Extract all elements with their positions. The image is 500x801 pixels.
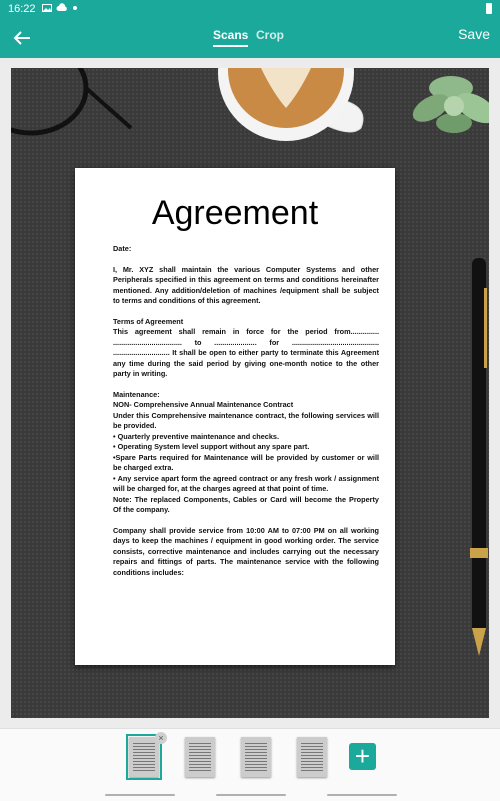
thumbnail-lines [189,743,211,773]
status-bar [0,0,500,18]
document-body [113,244,379,588]
page-thumbnail-1[interactable] [129,737,159,777]
scan-preview-area [0,58,500,728]
coffee-cup-image [211,68,381,148]
glasses-image [11,68,171,148]
image-icon [42,3,52,13]
page-thumbnail-4[interactable] [297,737,327,777]
add-page-button[interactable]: + [349,743,376,770]
page-thumbnail-bar [0,728,500,801]
page-thumbnail-3[interactable] [241,737,271,777]
cloud-icon [56,3,68,13]
dot-icon [72,3,78,13]
document-paragraph-intro: I, Mr. XYZ shall maintain the various Computer Systems and other Peripherals specified in this agreement on terms and conditions hereinafter mentioned. Any addition/deletion of machines /equipment shall be subject to terms and conditions of this agreement. [113,264,379,305]
status-time: 16:22 [8,3,36,15]
nav-indicator [327,794,397,796]
document-title: Agreement [151,194,319,232]
document-paragraph-date: Date: [113,244,132,253]
thumbnail-lines [133,743,155,773]
page-thumbnail-2[interactable] [185,737,215,777]
remove-page-icon[interactable]: × [155,732,167,744]
nav-indicator [216,794,286,796]
scanned-document [75,168,395,665]
thumbnail-lines [245,743,267,773]
scanned-photo [11,68,489,718]
nav-indicator [105,794,175,796]
save-button[interactable]: Save [458,26,490,42]
battery-icon [486,3,492,14]
app-bar [0,18,500,58]
tab-scans[interactable]: Scans [213,28,249,42]
arrow-left-icon[interactable] [8,24,36,52]
document-paragraph-maintenance: Maintenance: NON- Comprehensive Annual Maintenance Contract Under this Comprehensive maintenance contract, the following services will be provided. • Quarterly preventive maintenance and checks. • Operating System level support without any spare part. •Spare Parts required for Maintenance will be provided by customer or will be charged extra. • Any service apart form the agreed contract or any fresh work / assignment will be charged for, at the charges agreed at that point of time. Note: The replaced Components, Cables or Card will become the Property Of the company. [113,389,379,514]
pen-image [464,258,489,658]
plant-image [406,68,489,158]
document-paragraph-service: Company shall provide service from 10:00 AM to 07:00 PM on all working days to keep the machines / equipment in good working order. The service consists, corrective maintenance and includes carrying out the necessary repairs and fittings of parts. The maintenance service with the following conditions includes: [113,525,379,577]
document-paragraph-terms: Terms of Agreement This agreement shall remain in force for the period from.............. .................................. to ..................... for ........................................... ............................ It shall be open to either party to terminate this Agreement any time during the said period by giving one-month notice to the other party in writing. [113,316,379,378]
thumbnail-lines [301,743,323,773]
tab-crop[interactable]: Crop [256,28,284,42]
